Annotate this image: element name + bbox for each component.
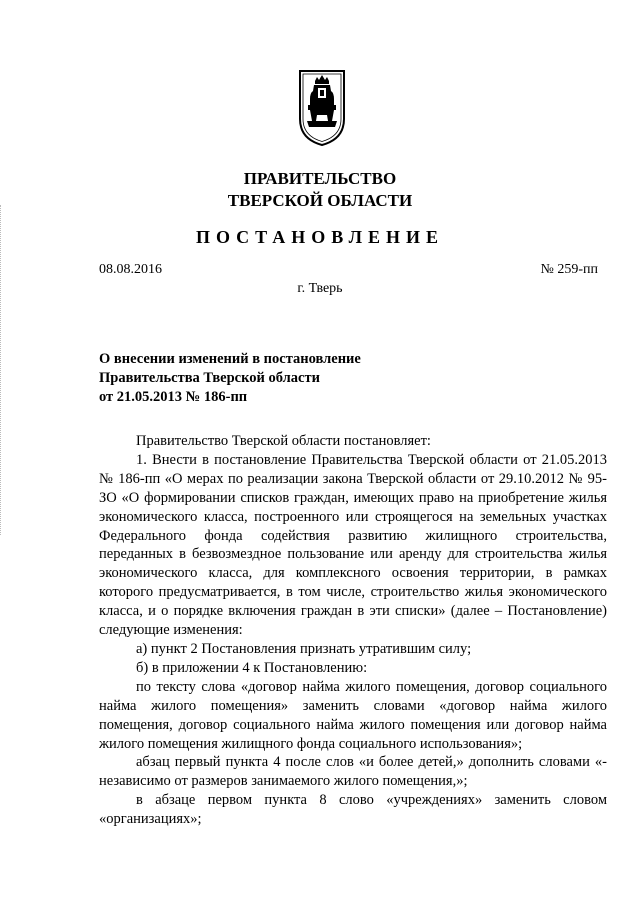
body-paragraph-b: б) в приложении 4 к Постановлению: bbox=[136, 659, 368, 676]
subject-line-1: О внесении изменений в постановление bbox=[99, 351, 361, 367]
body-paragraph-b-3: в абзаце первом пункта 8 слово «учреждениях» заменить словом «организациях»; bbox=[99, 792, 607, 828]
subject-line-3: от 21.05.2013 № 186-пп bbox=[99, 389, 248, 405]
government-name-line1: ПРАВИТЕЛЬСТВО bbox=[243, 169, 397, 188]
government-name-line2: ТВЕРСКОЙ ОБЛАСТИ bbox=[227, 191, 413, 210]
document-subject bbox=[99, 350, 361, 407]
document-type-title: ПОСТАНОВЛЕНИЕ bbox=[195, 227, 445, 247]
tver-coat-of-arms-icon bbox=[298, 69, 346, 147]
body-paragraph-b-2: абзац первый пункта 4 после слов «и более детей,» дополнить словами «- независимо от размеров занимаемого жилого помещения,»; bbox=[99, 754, 607, 790]
document-date: 08.08.2016 bbox=[99, 262, 162, 277]
document-body bbox=[99, 432, 607, 829]
scan-margin-mark bbox=[0, 205, 4, 535]
subject-line-2: Правительства Тверской области bbox=[99, 370, 320, 386]
body-paragraph-intro: Правительство Тверской области постановляет: bbox=[136, 433, 431, 449]
document-number: № 259-пп bbox=[540, 262, 598, 277]
document-city: г. Тверь bbox=[297, 281, 343, 296]
body-paragraph-a: а) пункт 2 Постановления признать утратившим силу; bbox=[136, 640, 472, 657]
body-paragraph-b-1: по тексту слова «договор найма жилого помещения, договор социального найма жилого помещения» заменить словами «договор найма жилого помещения, договор социального найма жилого помещения или договор найма жилого помещения жилищного фонда социального использования»; bbox=[99, 678, 607, 752]
body-paragraph-1: 1. Внести в постановление Правительства Тверской области от 21.05.2013 № 186-пп «О мерах по реализации закона Тверской области от 29.10.2012 № 95-ЗО «О формировании списков граждан, имеющих право на приобретение жилья экономического класса, построенного или строящегося на земельных участках Федерального фонда содействия развитию жилищного строительства, переданных в безвозмездное пользование или аренду для строительства жилья экономического класса, для комплексного освоения территории, в рамках которого предусматривается, в том числе, строительство жилья экономического класса, и о порядке включения граждан в эти списки» (далее – Постановление) следующие изменения: bbox=[99, 451, 607, 639]
